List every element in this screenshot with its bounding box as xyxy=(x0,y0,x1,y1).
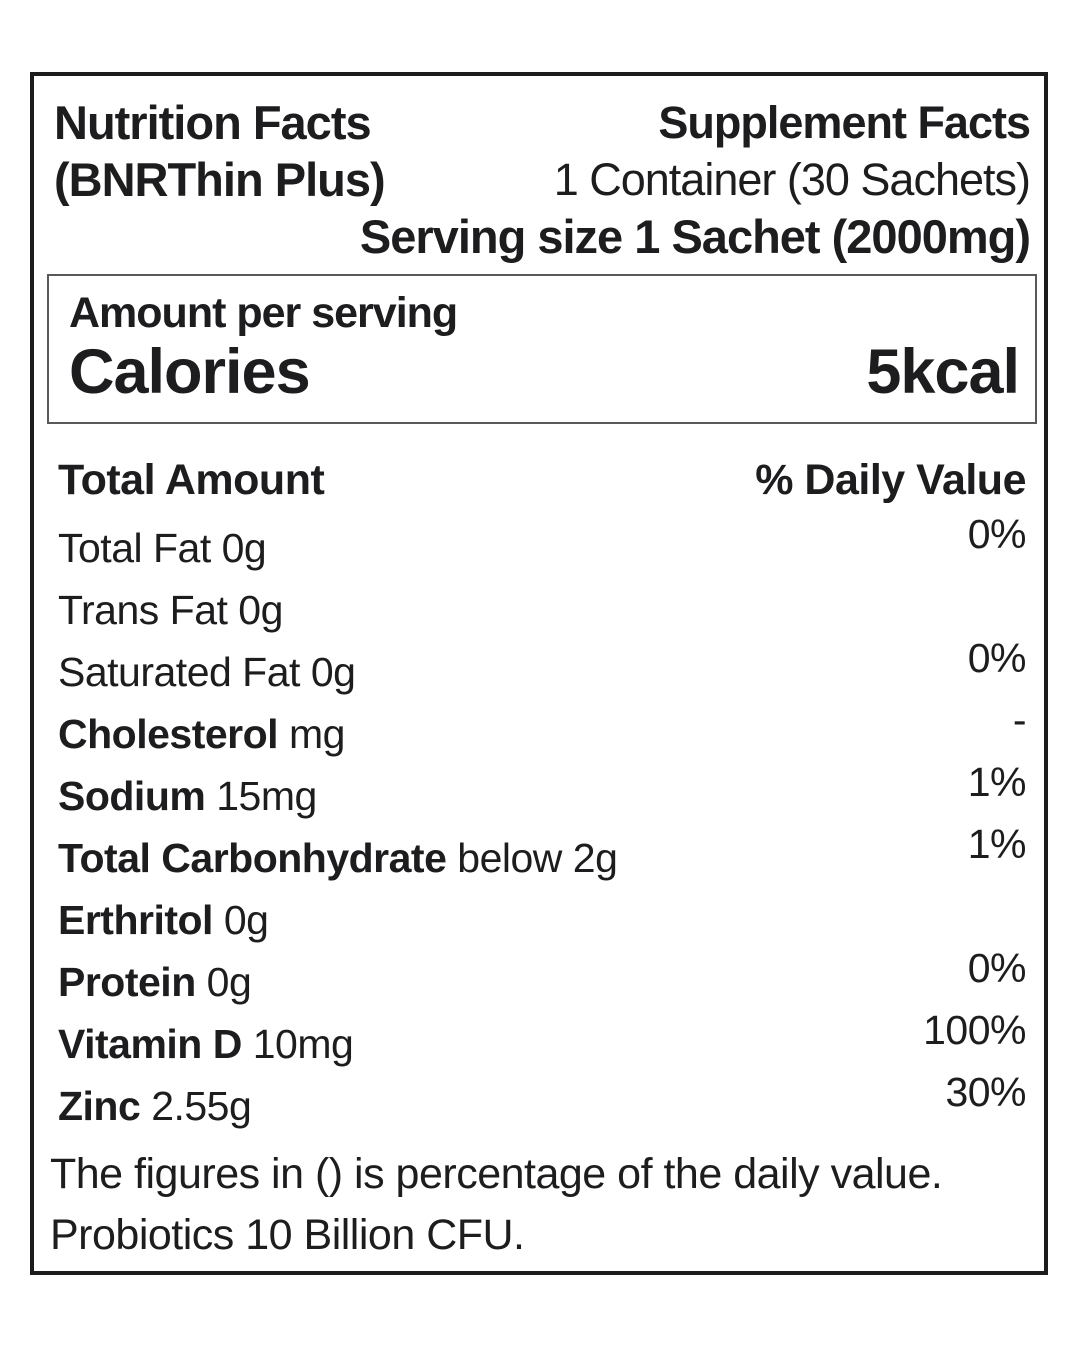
row-label: Zinc 2.55g xyxy=(58,1083,252,1129)
footnote-line1: The figures in () is percentage of the daily value. xyxy=(50,1150,943,1198)
table-row xyxy=(58,821,1026,883)
nutrition-table xyxy=(58,448,1026,1131)
row-label: Total Fat 0g xyxy=(58,525,267,571)
table-row xyxy=(58,759,1026,821)
row-label: Cholesterol mg xyxy=(58,711,345,757)
table-header-row xyxy=(58,448,1026,511)
row-daily-value: 0% xyxy=(967,635,1026,681)
footnote xyxy=(50,1144,1030,1266)
footnote-line2: Probiotics 10 Billion CFU. xyxy=(50,1211,525,1259)
label-header xyxy=(34,76,1044,272)
table-row xyxy=(58,697,1026,759)
table-row xyxy=(58,1069,1026,1131)
calories-value: 5kcal xyxy=(866,337,1019,407)
row-label: Erthritol 0g xyxy=(58,897,269,943)
calories-label: Calories xyxy=(69,337,310,407)
amount-per-serving-label: Amount per serving xyxy=(69,289,458,337)
serving-size: Serving size 1 Sachet (2000mg) xyxy=(359,210,1030,263)
row-daily-value: 100% xyxy=(923,1007,1026,1053)
row-daily-value: 0% xyxy=(967,945,1026,991)
row-label: Trans Fat 0g xyxy=(58,587,283,633)
nutrition-label-panel xyxy=(30,72,1048,1275)
calories-row xyxy=(69,336,1019,408)
row-label: Total Carbonhydrate below 2g xyxy=(58,835,618,881)
supplement-facts-title: Supplement Facts xyxy=(658,97,1030,148)
table-row xyxy=(58,635,1026,697)
row-daily-value: 1% xyxy=(967,759,1026,805)
row-label: Sodium 15mg xyxy=(58,773,317,819)
row-daily-value: 1% xyxy=(967,821,1026,867)
product-name: (BNRThin Plus) xyxy=(54,153,385,206)
row-daily-value: 30% xyxy=(945,1069,1026,1115)
table-row xyxy=(58,883,1026,945)
calories-box xyxy=(47,274,1037,424)
daily-value-header: % Daily Value xyxy=(755,456,1026,504)
row-label: Vitamin D 10mg xyxy=(58,1021,354,1067)
table-body xyxy=(58,511,1026,1131)
total-amount-header: Total Amount xyxy=(58,456,325,504)
row-daily-value: 0% xyxy=(967,511,1026,557)
container-info: 1 Container (30 Sachets) xyxy=(553,154,1030,205)
row-daily-value: - xyxy=(1012,697,1026,743)
row-label: Saturated Fat 0g xyxy=(58,649,356,695)
nutrition-facts-title xyxy=(54,94,385,208)
row-label: Protein 0g xyxy=(58,959,252,1005)
nutrition-facts-title-line1: Nutrition Facts xyxy=(54,96,371,149)
table-row xyxy=(58,511,1026,573)
table-row xyxy=(58,1007,1026,1069)
supplement-facts-block xyxy=(360,94,1030,265)
table-row xyxy=(58,945,1026,1007)
table-row xyxy=(58,573,1026,635)
